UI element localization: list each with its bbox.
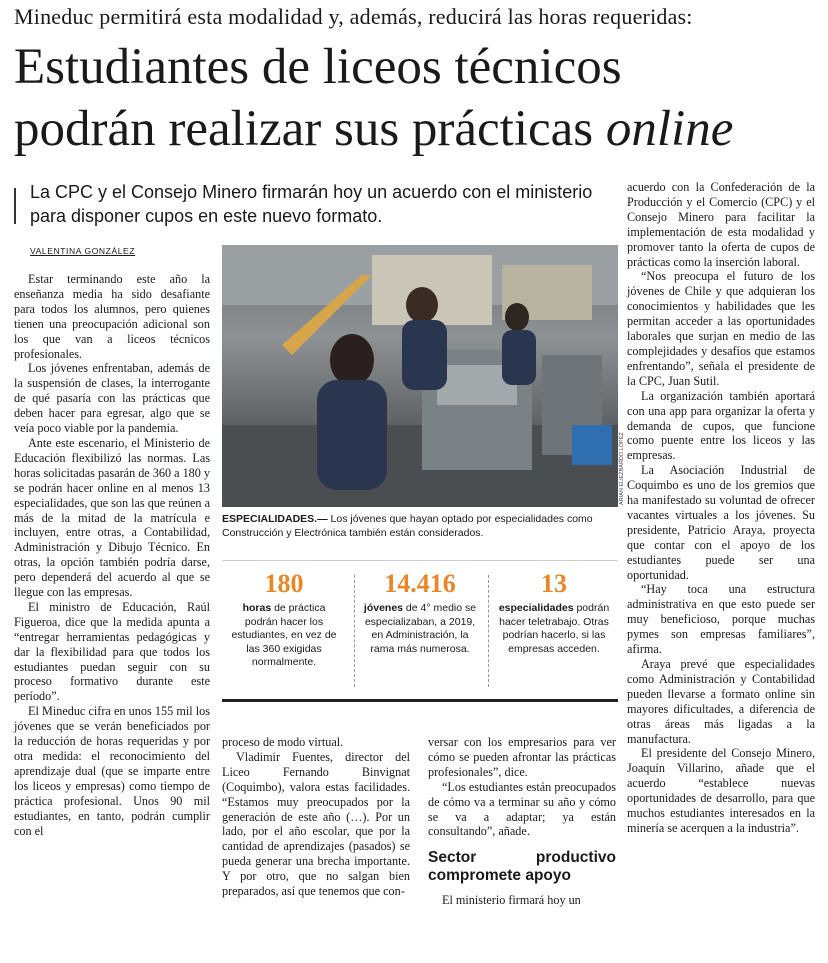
column-3 [428,735,616,908]
paragraph: Ante este escenario, el Ministerio de Educación flexibilizó las normas. Las horas solicitadas pasarán de 360 a 180 y se podrán hacer online en al menos 13 especialidades, que son las que reúnen a más de la mitad de la matrícula e incluyen, entre otras, a Contabilidad, Administración y Dibujo Técnico. En otras, la opción también podría darse, pero dependerá del acuerdo al que se llegue con las empresas. [14,435,210,600]
caption-lead: ESPECIALIDADES.— [222,513,328,525]
column-1 [14,272,210,838]
divider [488,575,489,687]
paragraph: “Nos preocupa el futuro de los jóvenes de Chile y que adquieran los conocimientos y habilidades que les permitan acceder a las oportunidades laborales que surjan en medio de las complejidades y desafíos que estamos enfrentando”, señala el presidente de la CPC, Juan Sutil. [627,269,815,388]
byline: VALENTINA GONZÁLEZ [30,246,136,256]
stat-number: 13 [541,569,567,598]
stat-bold: horas [242,602,272,614]
stats-box [222,560,618,702]
stat-students [362,569,478,656]
paragraph: El ministro de Educación, Raúl Figueroa, dice que la medida apunta a “entregar herramientas pedagógicas y dar la flexibilidad para que todos los estudiantes puedan seguir con su proceso formativo durante este período”. [14,599,210,704]
stat-number: 180 [264,569,304,598]
paragraph: “Los estudiantes están preocupados de cómo va a terminar su año y cómo se va a adaptar; ya están consultando”, añade. [428,779,616,839]
headline-line-2-text: podrán realizar sus prácticas [14,101,606,157]
paragraph: El Mineduc cifra en unos 155 mil los jóvenes que se verán beneficiados por la reducción de horas requeridas y por otra medida: el reconocimiento del aprendizaje dual (que se imparte entre los liceos y empresas) como tiempo de práctica profesional. Unos 90 mil estudiantes, en tanto, podrán cumplir con el [14,704,210,838]
kicker: Mineduc permitirá esta modalidad y, además, reducirá las horas requeridas: [14,4,693,29]
caption-text: Los jóvenes que hayan optado por especialidades como Construcción y Electrónica también están considerados. [222,513,593,539]
paragraph: acuerdo con la Confederación de la Producción y el Comercio (CPC) y el Consejo Minero para facilitar la implementación de esta modalidad y promover tanto la oferta de cupos de prácticas como la inserción laboral. [627,180,815,269]
stat-hours [226,569,342,670]
stat-bold: especialidades [498,602,574,614]
paragraph: El ministerio firmará hoy un [442,893,581,908]
paragraph: La organización también aportará con una app para organizar la oferta y demanda de cupos, que funcione como puente entre los liceos y las empresas. [627,388,815,463]
headline-line-1: Estudiantes de liceos técnicos [14,39,622,95]
stat-text [362,602,478,656]
paragraph: Araya prevé que especialidades como Administración y Contabilidad pueden llevarse a formato online sin mayores dificultades, a diferencia de otras áreas más ligadas a la manufactura. [627,657,815,746]
column-4 [627,180,815,836]
stat-bold: jóvenes [363,602,404,614]
headline-italic: online [605,101,734,157]
paragraph: Los jóvenes enfrentaban, además de la suspensión de clases, la interrogante de qué pasaría con las prácticas que deben hacer para egresar, algo que se veía poco viable por la pandemia. [14,361,210,436]
stat-body: de 4° medio se especializaban, a 2019, en Administración, la rama más numerosa. [364,602,477,655]
divider [354,575,355,687]
photo-illustration [222,245,618,507]
stat-body: de práctica podrán hacer los estudiantes, en vez de las 360 exigidas normalmente. [231,602,337,668]
workshop-photo [222,245,618,507]
stat-text [496,602,612,656]
paragraph: Vladimir Fuentes, director del Liceo Fernando Binvignat (Coquimbo), valora estas facilidades. “Estamos muy preocupados por la generación de este año (…). Por un lado, por el año escolar, que por la cantidad de aprendizajes (pasados) se pueda generar una brecha importante. Y por otro, que no salgan bien preparados, así que tenemos que con- [222,749,410,899]
column-2 [222,735,410,899]
deck-rule [14,188,16,224]
stat-body: podrán hacer teletrabajo. Otras podrían hacerlo, si las empresas acceden. [499,602,610,655]
deck: La CPC y el Consejo Minero firmarán hoy un acuerdo con el ministerio para disponer cupos en este nuevo formato. [30,182,593,226]
subhead: Sector productivo compromete apoyo [428,849,616,885]
paragraph: La Asociación Industrial de Coquimbo es uno de los gremios que ha manifestado su voluntad de ofrecer vacantes virtuales a los jóvenes. Su presidente, Patricio Araya, proyecta que contar con el apoyo de los estudiantes puede ser una oportunidad. [627,463,815,582]
stat-specialties [496,569,612,656]
paragraph: El presidente del Consejo Minero, Joaquín Villarino, añade que el acuerdo “establece nuevas oportunidades de desarrollo, para que muchos estudiantes interesados en la minería se acerquen a la industria”. [627,746,815,835]
stat-number: 14.416 [384,569,456,598]
headline-line-2 [14,98,814,160]
headline [14,36,814,160]
paragraph: versar con los empresarios para ver cómo se pueden afrontar las prácticas profesionales”, dice. [428,735,616,779]
stat-text [226,602,342,670]
photo-caption [222,512,622,540]
paragraph: proceso de modo virtual. [222,735,344,749]
photo-credit: ARIAN ELIEZBARDO LÓPEZ [619,432,625,505]
paragraph: “Hay toca una estructura administrativa en que esto puede ser muy beneficioso, porque muchas pymes son empresas familiares”, afirma. [627,582,815,657]
paragraph: Estar terminando este año la enseñanza media ha sido desafiante para todos los alumnos, pero quienes tienen una preocupación adicional son los que van a liceos técnicos profesionales. [14,272,210,361]
